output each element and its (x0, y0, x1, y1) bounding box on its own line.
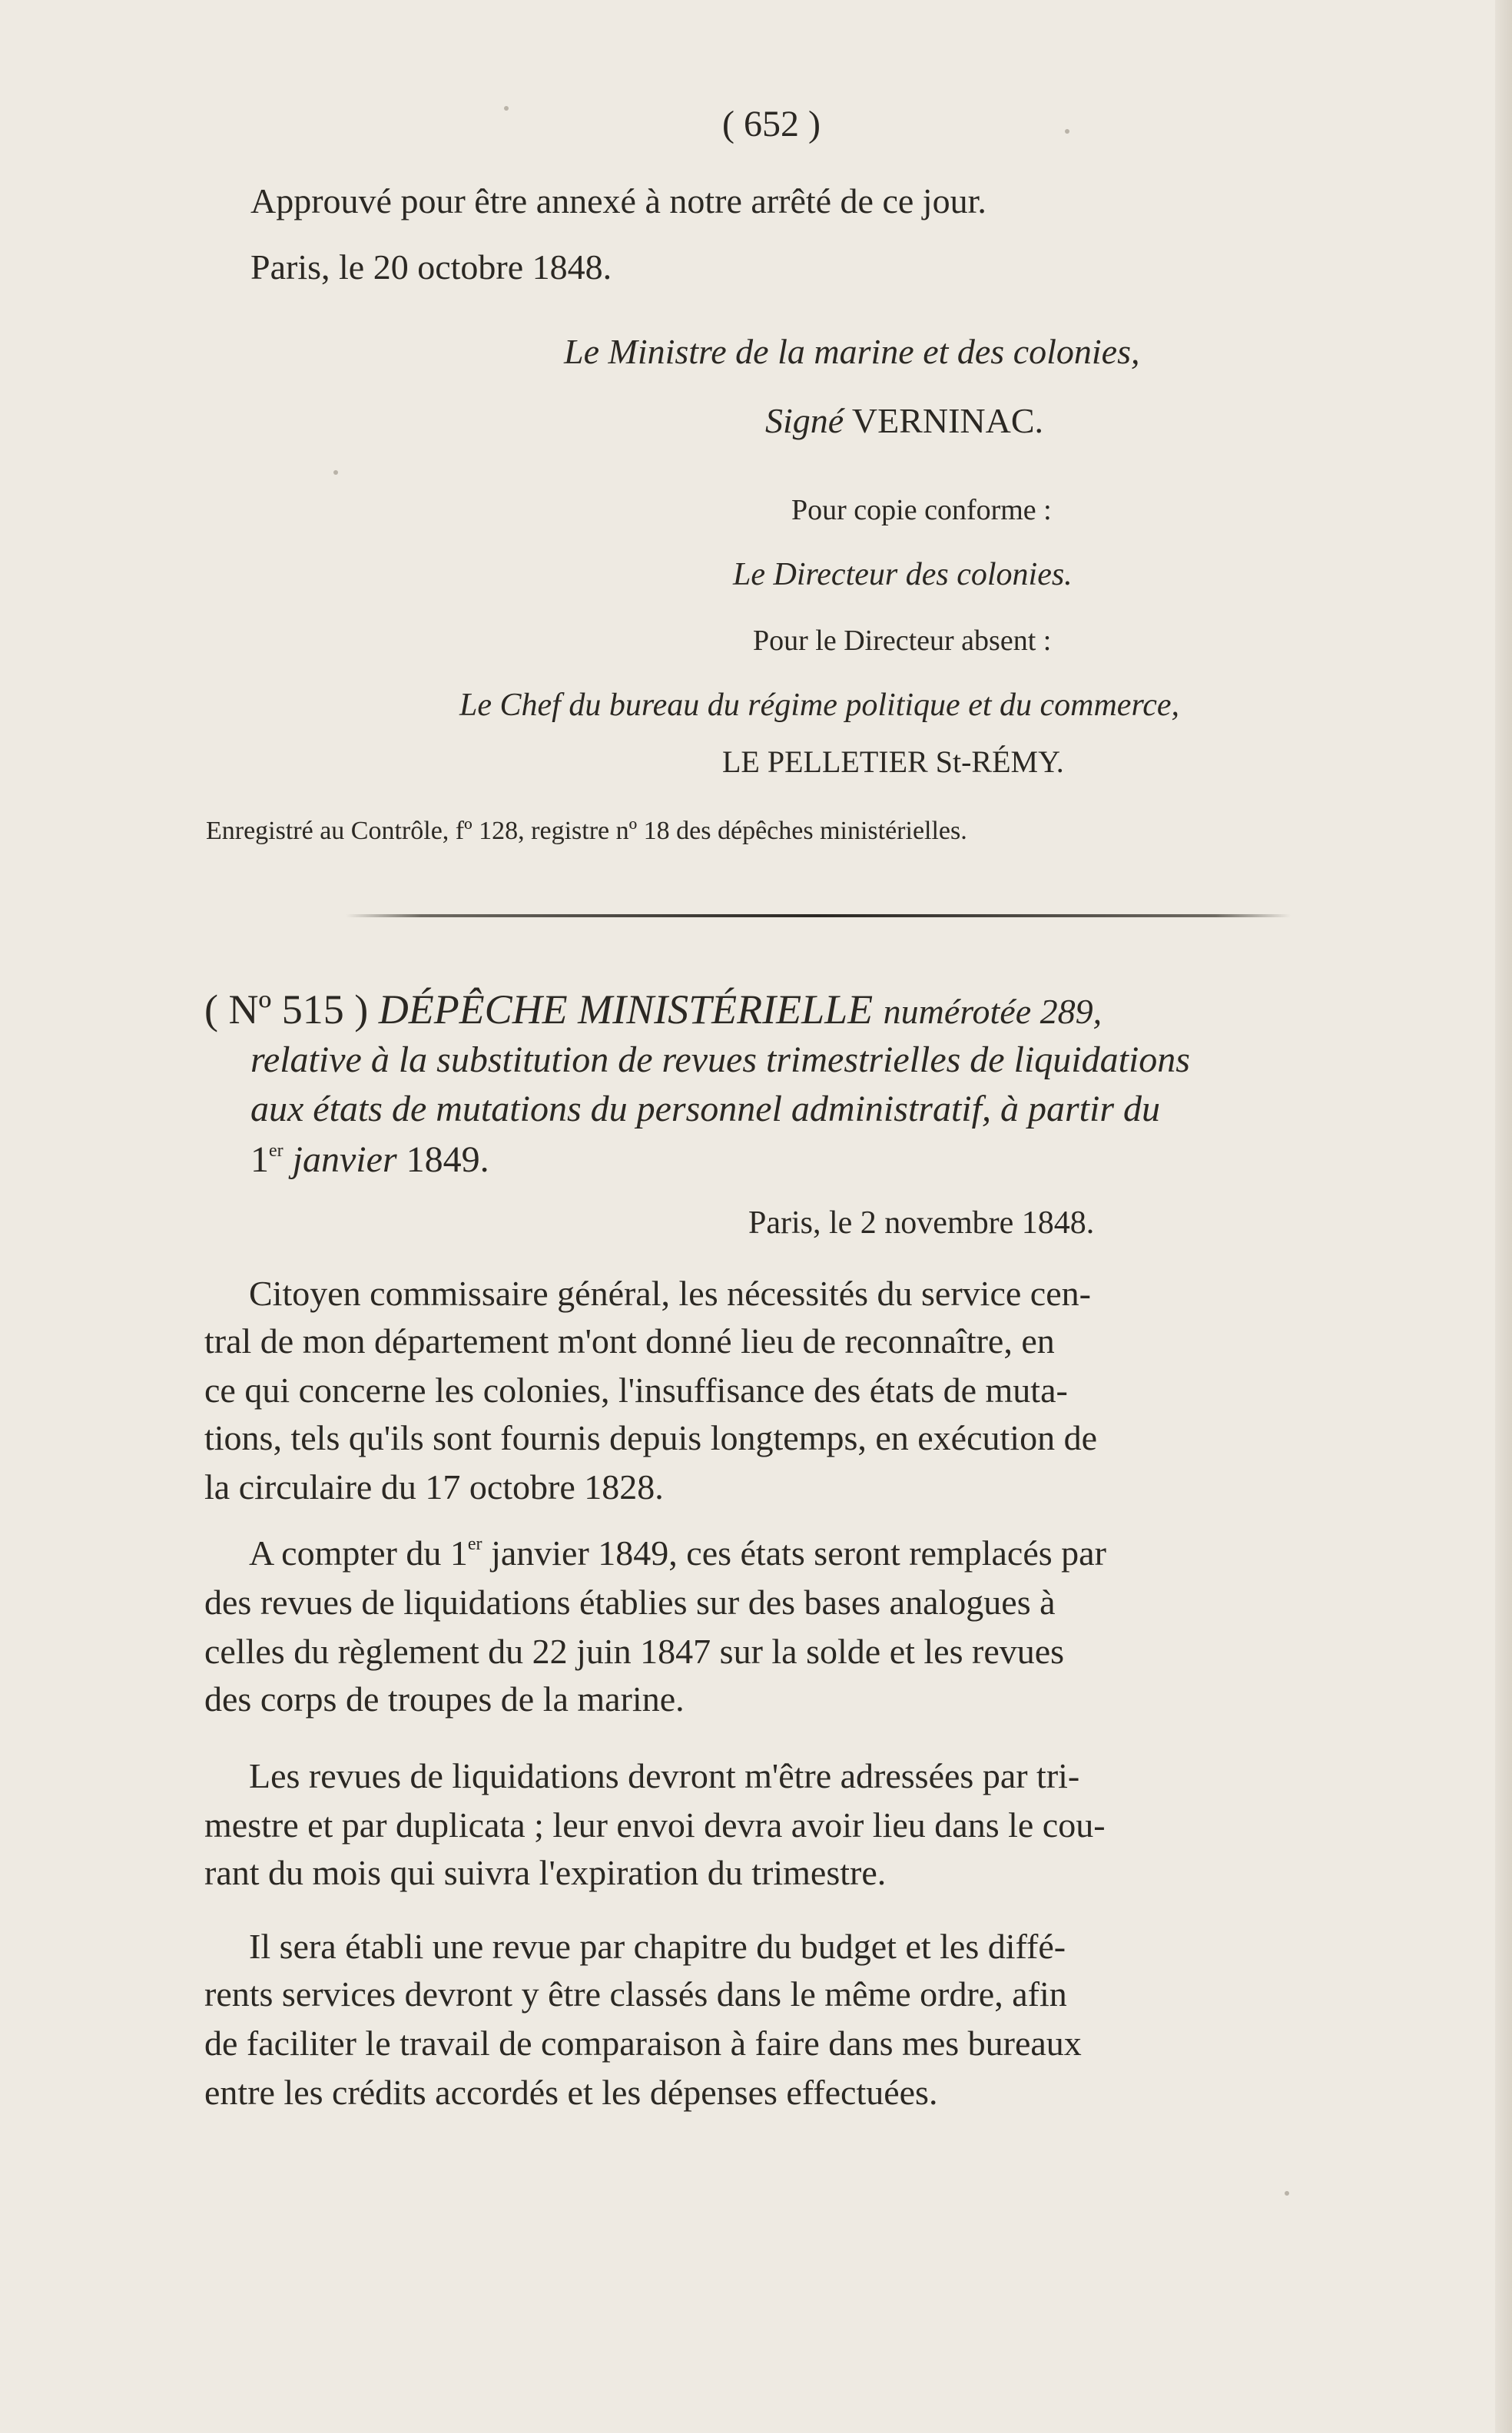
paragraph-2-first-line (249, 1530, 1106, 1576)
paragraph-3-line: Les revues de liquidations devront m'être adressées par tri- (249, 1756, 1080, 1795)
registration-line: Enregistré au Contrôle, fº 128, registre nº 18 des dépêches ministérielles. (206, 817, 967, 845)
paragraph-3-line: rant du mois qui suivra l'expiration du trimestre. (204, 1853, 887, 1892)
paragraph-3-line: mestre et par duplicata ; leur envoi devra avoir lieu dans le cou- (204, 1805, 1106, 1845)
paper-speck (333, 470, 338, 475)
signed-prefix: Signé (765, 401, 844, 440)
paragraph-2-line: des revues de liquidations établies sur des bases analogues à (204, 1583, 1056, 1622)
year-word: 1849. (406, 1139, 489, 1180)
pelletier-signature: LE PELLETIER St-RÉMY. (722, 744, 1064, 779)
paragraph-2-line: celles du règlement du 22 juin 1847 sur la solde et les revues (204, 1632, 1065, 1671)
director-line: Le Directeur des colonies. (733, 557, 1073, 592)
paragraph-1-line: tral de mon département m'ont donné lieu de reconnaître, en (204, 1321, 1055, 1361)
letter-date: Paris, le 2 novembre 1848. (748, 1205, 1095, 1241)
p2-sup: er (467, 1534, 482, 1554)
paragraph-4-line: de faciliter le travail de comparaison à faire dans mes bureaux (204, 2024, 1082, 2063)
approval-line: Approuvé pour être annexé à notre arrêté de ce jour. (250, 181, 986, 220)
paper-speck (1065, 129, 1069, 134)
day-suffix: er (269, 1141, 284, 1161)
p2-post: janvier 1849, ces états seront remplacés par (482, 1533, 1106, 1573)
chief-line: Le Chef du bureau du régime politique et du commerce, (459, 688, 1180, 723)
section-separator (346, 914, 1291, 917)
day-number: 1 (250, 1139, 269, 1180)
p2-pre: A compter du 1 (249, 1533, 468, 1573)
paragraph-1-line: Citoyen commissaire général, les nécessités du service cen- (249, 1274, 1091, 1313)
paragraph-1-line: la circulaire du 17 octobre 1828. (204, 1467, 664, 1507)
dispatch-subject-line-4 (250, 1137, 489, 1183)
dispatch-subject-line-2: relative à la substitution de revues trimestrielles de liquidations (250, 1039, 1190, 1080)
dispatch-numbered: numérotée 289, (883, 992, 1102, 1031)
copy-line: Pour copie conforme : (791, 494, 1052, 526)
paragraph-2-line: des corps de troupes de la marine. (204, 1679, 685, 1719)
date-place: Paris, le 20 octobre 1848. (250, 247, 612, 287)
dispatch-title: DÉPÊCHE MINISTÉRIELLE (378, 986, 874, 1033)
signature-line (765, 398, 1043, 444)
paragraph-1-line: ce qui concerne les colonies, l'insuffisance des états de muta- (204, 1371, 1068, 1410)
paper-speck (504, 106, 509, 111)
signed-name: VERNINAC. (851, 401, 1044, 440)
dispatch-subject-line-3: aux états de mutations du personnel administratif, à partir du (250, 1089, 1160, 1129)
paragraph-4-line: rents services devront y être classés dans le même ordre, afin (204, 1974, 1067, 2014)
dispatch-heading (204, 986, 1102, 1035)
paper-speck (1285, 2191, 1289, 2196)
minister-title: Le Ministre de la marine et des colonies, (564, 332, 1140, 371)
paragraph-4-line: entre les crédits accordés et les dépenses effectuées. (204, 2073, 938, 2112)
paragraph-4-line: Il sera établi une revue par chapitre du budget et les diffé- (249, 1927, 1066, 1966)
absent-line: Pour le Directeur absent : (753, 625, 1052, 657)
paragraph-1-line: tions, tels qu'ils sont fournis depuis longtemps, en exécution de (204, 1418, 1097, 1457)
month-word: janvier (292, 1139, 397, 1180)
page-number: ( 652 ) (722, 104, 821, 144)
dispatch-number: ( Nº 515 ) (204, 986, 369, 1033)
page-edge-shadow (1495, 0, 1512, 2433)
